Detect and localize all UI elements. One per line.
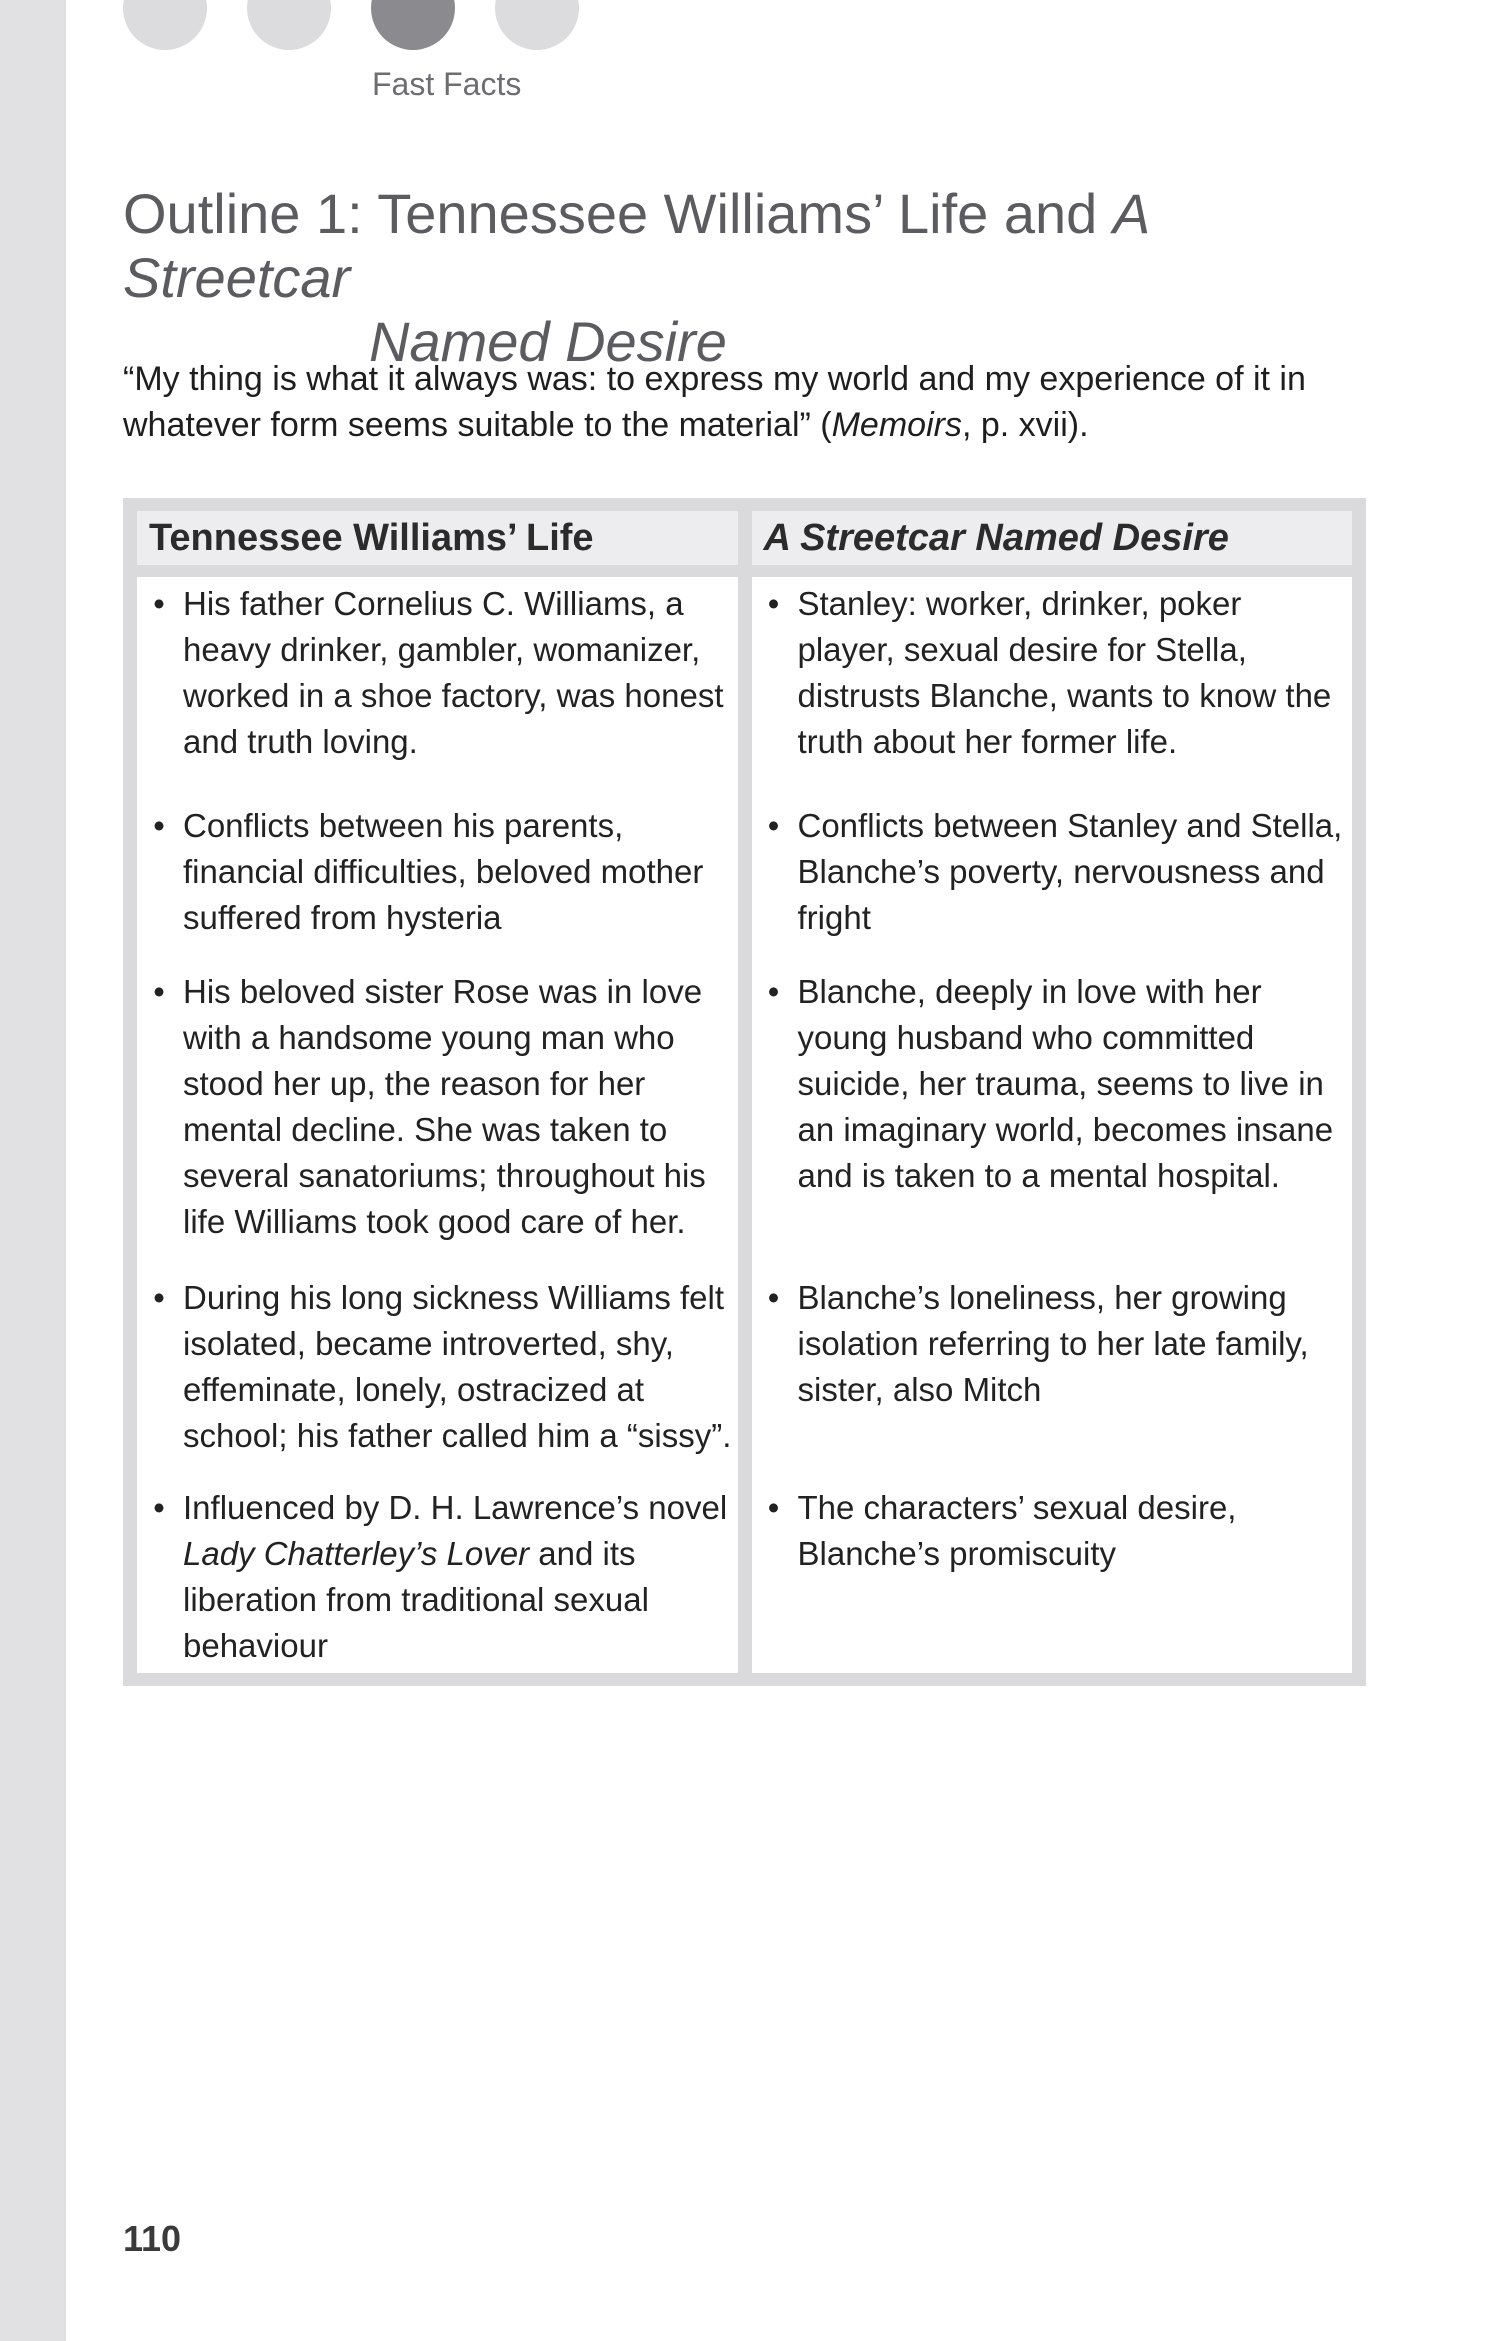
quote-suffix: , p. xvii).: [961, 406, 1089, 444]
bullet: •: [767, 1279, 780, 1316]
bullet: •: [767, 585, 780, 622]
list-item: [752, 969, 1353, 1199]
list-item: [137, 803, 738, 941]
running-head: Fast Facts: [372, 66, 522, 102]
list-item: [137, 969, 738, 1245]
quote-source: Memoirs: [831, 406, 962, 444]
page-side-band: [0, 0, 66, 2341]
column-body-streetcar: [752, 577, 1353, 1673]
item-text: During his long sickness Williams felt isolated, became introverted, shy, effeminate, lonely, ostracized at school; his father called him a “sissy”.: [183, 1279, 732, 1454]
section-dot-3-active: [371, 0, 455, 50]
bullet: •: [767, 973, 780, 1010]
column-header-life: Tennessee Williams’ Life: [137, 511, 738, 565]
epigraph-quote: [123, 356, 1353, 448]
list-item: [137, 1485, 738, 1669]
section-dot-1: [123, 0, 207, 50]
list-item: [137, 1275, 738, 1459]
item-text: Conflicts between Stanley and Stella, Blanche’s poverty, nervousness and fright: [797, 807, 1343, 936]
list-item: [752, 803, 1353, 941]
bullet: •: [153, 973, 165, 1010]
item-text: His father Cornelius C. Williams, a heavy drinker, gambler, womanizer, worked in a shoe factory, was honest and truth loving.: [183, 585, 724, 760]
bullet: •: [153, 807, 165, 844]
bullet: •: [153, 1279, 165, 1316]
bullet: •: [767, 1489, 780, 1526]
item-text-suffix: and its liberation from traditional sexual behaviour: [183, 1535, 649, 1664]
item-text: Blanche’s loneliness, her growing isolation referring to her late family, sister, also Mitch: [797, 1279, 1309, 1408]
bullet: •: [153, 1489, 165, 1526]
column-header-streetcar: A Streetcar Named Desire: [752, 511, 1353, 565]
item-text: His beloved sister Rose was in love with a handsome young man who stood her up, the reason for her mental decline. She was taken to several sanatoriums; throughout his life Williams took good care of her.: [183, 973, 706, 1240]
title-italic-part1: A Streetcar: [123, 182, 1149, 309]
item-text: The characters’ sexual desire, Blanche’s promiscuity: [797, 1489, 1237, 1572]
list-item: [752, 1485, 1353, 1577]
table-column-life: [137, 511, 738, 1673]
quote-text: “My thing is what it always was: to express my world and my experience of it in whatever form seems suitable to the material” (: [123, 360, 1306, 444]
bullet: •: [767, 807, 780, 844]
list-item: [137, 581, 738, 765]
title-prefix: Outline 1: Tennessee Williams’ Life and: [123, 182, 1113, 245]
bullet: •: [153, 585, 165, 622]
item-text-italic: Lady Chatterley’s Lover: [183, 1535, 530, 1572]
item-text: Blanche, deeply in love with her young husband who committed suicide, her trauma, seems to live in an imaginary world, becomes insane and is taken to a mental hospital.: [797, 973, 1334, 1194]
section-dot-4: [495, 0, 579, 50]
table-column-streetcar: [752, 511, 1353, 1673]
comparison-table: [123, 498, 1366, 1686]
page-number: 110: [123, 2218, 182, 2259]
section-dot-2: [247, 0, 331, 50]
page-title: [123, 182, 1383, 374]
title-italic-part2: Named Desire: [369, 310, 727, 373]
item-text-prefix: Influenced by D. H. Lawrence’s novel: [183, 1489, 728, 1526]
item-text: Conflicts between his parents, financial difficulties, beloved mother suffered from hysteria: [183, 807, 704, 936]
column-body-life: [137, 577, 738, 1673]
list-item: [752, 581, 1353, 765]
item-text: Stanley: worker, drinker, poker player, sexual desire for Stella, distrusts Blanche, wants to know the truth about her former life.: [797, 585, 1332, 760]
list-item: [752, 1275, 1353, 1413]
